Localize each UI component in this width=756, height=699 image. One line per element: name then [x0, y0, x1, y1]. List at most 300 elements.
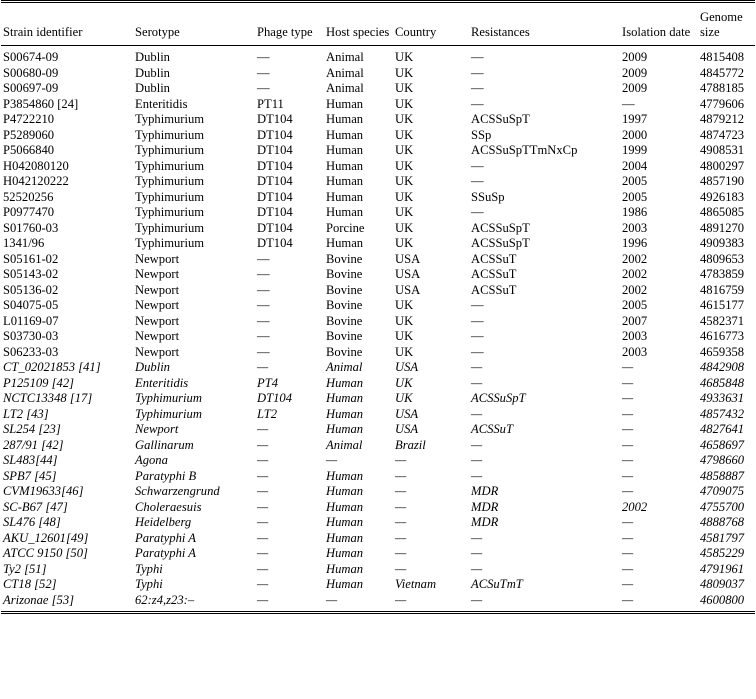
header-country: Country [395, 25, 437, 39]
cell-serotype: Gallinarum [135, 437, 194, 452]
cell-host-species: Human [326, 158, 364, 173]
cell-host-species: Animal [326, 437, 363, 452]
cell-host-species: Human [326, 143, 364, 157]
cell-genome-size: 4857190 [700, 174, 745, 188]
table-row [1, 112, 755, 128]
cell-host-species: Bovine [326, 267, 363, 281]
cell-serotype: Schwarzengrund [135, 484, 220, 498]
cell-country: UK [395, 112, 414, 126]
cell-phage-type: — [257, 437, 269, 452]
cell-country: — [395, 530, 407, 545]
table-row [1, 500, 755, 516]
cell-phage-type: DT104 [257, 236, 293, 250]
cell-strain-identifier: H042120222 [3, 174, 69, 188]
cell-isolation-date: — [622, 422, 634, 436]
cell-serotype: Dublin [135, 50, 170, 64]
cell-isolation-date: 2000 [622, 127, 648, 142]
cell-strain-identifier: AKU_12601[49] [3, 530, 89, 545]
cell-resistances: — [471, 313, 484, 328]
cell-country: UK [395, 220, 414, 235]
cell-serotype: Typhimurium [135, 205, 205, 219]
cell-resistances: — [471, 375, 483, 390]
table-row [1, 205, 755, 221]
cell-host-species: Human [326, 205, 364, 219]
cell-host-species: Animal [326, 81, 364, 95]
cell-isolation-date: 2009 [622, 50, 648, 64]
cell-host-species: Bovine [326, 251, 363, 266]
cell-country: USA [395, 251, 421, 266]
table-row [1, 484, 755, 500]
cell-country: UK [395, 298, 414, 312]
table-row [1, 298, 755, 314]
cell-resistances: — [471, 344, 484, 359]
cell-resistances: ACSSuT [471, 251, 517, 266]
cell-genome-size: 4783859 [700, 267, 745, 281]
cell-country: UK [395, 205, 414, 219]
cell-host-species: Human [326, 127, 364, 142]
cell-country: UK [395, 81, 414, 95]
table-row [1, 329, 755, 345]
cell-host-species: Human [326, 96, 364, 111]
cell-serotype: Typhi [135, 577, 163, 591]
cell-country: — [395, 515, 407, 529]
cell-country: UK [395, 329, 414, 343]
cell-phage-type: — [257, 313, 270, 328]
cell-serotype: Typhimurium [135, 174, 205, 188]
cell-strain-identifier: S05143-02 [3, 267, 59, 281]
cell-phage-type: — [257, 422, 269, 436]
cell-genome-size: 4888768 [700, 515, 745, 529]
cell-genome-size: 4815408 [700, 50, 745, 64]
cell-phage-type: DT104 [257, 205, 293, 219]
cell-resistances: — [471, 592, 483, 607]
cell-strain-identifier: Ty2 [51] [3, 561, 47, 576]
cell-strain-identifier: NCTC13348 [17] [3, 391, 93, 405]
cell-country: USA [395, 282, 421, 297]
cell-host-species: Human [326, 406, 364, 421]
cell-host-species: Human [326, 189, 364, 204]
cell-genome-size: 4659358 [700, 344, 745, 359]
cell-resistances: — [471, 561, 483, 576]
cell-strain-identifier: CVM19633[46] [3, 484, 84, 498]
cell-country: UK [395, 313, 414, 328]
cell-resistances: ACSSuSpT [471, 220, 530, 235]
table-row [1, 469, 755, 485]
cell-country: UK [395, 158, 414, 173]
cell-resistances: — [471, 158, 484, 173]
cell-phage-type: — [257, 267, 270, 281]
cell-genome-size: 4874723 [700, 127, 745, 142]
cell-phage-type: — [257, 484, 269, 498]
cell-resistances: — [471, 546, 483, 560]
cell-country: Brazil [395, 437, 426, 452]
cell-strain-identifier: P5289060 [3, 127, 55, 142]
cell-serotype: Typhimurium [135, 220, 205, 235]
cell-serotype: Paratyphi B [135, 468, 197, 483]
cell-isolation-date: 2009 [622, 65, 648, 80]
cell-host-species: Animal [326, 360, 363, 374]
table-body [1, 46, 755, 613]
cell-genome-size: 4845772 [700, 65, 745, 80]
cell-resistances: — [471, 81, 484, 95]
cell-phage-type: DT104 [257, 143, 293, 157]
cell-strain-identifier: 52520256 [3, 189, 54, 204]
cell-isolation-date: 1996 [622, 236, 648, 250]
cell-serotype: Newport [135, 344, 180, 359]
cell-phage-type: — [257, 499, 269, 514]
cell-strain-identifier: Arizonae [53] [3, 592, 75, 607]
cell-isolation-date: — [622, 515, 634, 529]
cell-resistances: — [471, 468, 483, 483]
cell-phage-type: — [257, 453, 269, 467]
cell-strain-identifier: P125109 [42] [3, 375, 75, 390]
cell-country: UK [395, 127, 414, 142]
cell-host-species: Bovine [326, 298, 363, 312]
cell-strain-identifier: CT18 [52] [3, 577, 57, 591]
cell-serotype: Typhimurium [135, 406, 202, 421]
cell-country: — [395, 561, 407, 576]
cell-isolation-date: 2002 [622, 282, 648, 297]
cell-serotype: Typhimurium [135, 391, 202, 405]
cell-isolation-date: — [622, 360, 634, 374]
cell-strain-identifier: P4722210 [3, 112, 55, 126]
cell-resistances: — [471, 65, 484, 80]
cell-genome-size: 4779606 [700, 96, 745, 111]
table-row [1, 562, 755, 578]
cell-host-species: Human [326, 546, 364, 560]
cell-isolation-date: 2007 [622, 313, 648, 328]
cell-host-species: Human [326, 499, 364, 514]
cell-genome-size: 4585229 [700, 546, 745, 560]
cell-phage-type: — [257, 577, 269, 591]
cell-serotype: Typhimurium [135, 143, 205, 157]
header-serotype: Serotype [135, 25, 180, 39]
cell-genome-size: 4865085 [700, 205, 745, 219]
cell-isolation-date: 2003 [622, 344, 648, 359]
cell-country: UK [395, 96, 414, 111]
cell-host-species: Bovine [326, 329, 363, 343]
table-row [1, 360, 755, 376]
cell-strain-identifier: SPB7 [45] [3, 468, 57, 483]
cell-serotype: Typhimurium [135, 112, 205, 126]
cell-strain-identifier: P5066840 [3, 143, 55, 157]
cell-resistances: — [471, 360, 483, 374]
table-row [1, 283, 755, 299]
cell-host-species: — [326, 453, 338, 467]
table-row [1, 577, 755, 593]
cell-resistances: ACSSuT [471, 422, 513, 436]
table-row [1, 97, 755, 113]
cell-resistances: — [471, 96, 484, 111]
cell-isolation-date: 2005 [622, 298, 648, 312]
cell-host-species: Human [326, 530, 364, 545]
cell-phage-type: DT104 [257, 174, 293, 188]
cell-serotype: Choleraesuis [135, 499, 202, 514]
cell-phage-type: DT104 [257, 220, 293, 235]
cell-phage-type: — [257, 360, 269, 374]
cell-phage-type: — [257, 50, 270, 64]
table-row [1, 391, 755, 407]
table-row [1, 128, 755, 144]
cell-isolation-date: 2003 [622, 329, 648, 343]
cell-genome-size: 4926183 [700, 189, 745, 204]
cell-isolation-date: 2002 [622, 499, 648, 514]
cell-host-species: Human [326, 484, 364, 498]
cell-country: — [395, 453, 407, 467]
cell-country: UK [395, 189, 414, 204]
cell-host-species: Human [326, 561, 364, 576]
cell-genome-size: 4891270 [700, 220, 745, 235]
cell-strain-identifier: 1341/96 [3, 236, 45, 250]
cell-genome-size: 4581797 [700, 530, 745, 545]
cell-genome-size: 4658697 [700, 437, 745, 452]
table-row [1, 376, 755, 392]
cell-phage-type: DT104 [257, 189, 293, 204]
cell-strain-identifier: S05161-02 [3, 251, 59, 266]
cell-resistances: MDR [471, 499, 499, 514]
cell-isolation-date: 2004 [622, 158, 648, 173]
table-header-row [1, 2, 755, 46]
cell-resistances: — [471, 329, 484, 343]
header-strain-identifier: Strain identifier [3, 25, 83, 39]
cell-isolation-date: — [622, 453, 634, 467]
cell-resistances: ACSuTmT [471, 577, 523, 591]
cell-host-species: Human [326, 515, 364, 529]
cell-country: UK [395, 344, 414, 359]
cell-resistances: ACSSuSpT [471, 112, 530, 126]
cell-serotype: Paratyphi A [135, 530, 196, 545]
cell-country: UK [395, 375, 413, 390]
cell-serotype: Newport [135, 282, 180, 297]
cell-host-species: Bovine [326, 344, 363, 359]
cell-phage-type: DT104 [257, 112, 293, 126]
cell-serotype: Heidelberg [135, 515, 192, 529]
cell-host-species: Porcine [326, 220, 365, 235]
cell-genome-size: 4908531 [700, 143, 745, 157]
cell-phage-type: — [257, 546, 269, 560]
cell-serotype: Typhimurium [135, 158, 205, 173]
table-row [1, 143, 755, 159]
cell-country: USA [395, 267, 421, 281]
cell-isolation-date: 2005 [622, 174, 648, 188]
cell-phage-type: LT2 [257, 406, 278, 421]
cell-strain-identifier: S04075-05 [3, 298, 59, 312]
cell-host-species: Animal [326, 65, 364, 80]
cell-genome-size: 4858887 [700, 468, 745, 483]
header-isolation-date: Isolation date [622, 25, 691, 39]
table-row [1, 593, 755, 613]
header-resistances: Resistances [471, 25, 530, 39]
table-row [1, 345, 755, 361]
cell-host-species: Human [326, 236, 364, 250]
cell-serotype: 62:z4,z23:– [135, 592, 195, 607]
cell-resistances: — [471, 50, 484, 64]
cell-resistances: — [471, 205, 484, 219]
cell-serotype: Dublin [135, 81, 170, 95]
cell-phage-type: DT104 [257, 127, 293, 142]
cell-isolation-date: — [622, 468, 634, 483]
cell-genome-size: 4600800 [700, 592, 745, 607]
cell-strain-identifier: LT2 [43] [3, 406, 49, 421]
cell-resistances: — [471, 530, 483, 545]
table-row [1, 407, 755, 423]
cell-resistances: — [471, 406, 483, 421]
cell-genome-size: 4788185 [700, 81, 745, 95]
cell-resistances: ACSSuSpT [471, 236, 530, 250]
table-row [1, 236, 755, 252]
cell-genome-size: 4909383 [700, 236, 745, 250]
cell-genome-size: 4791961 [700, 561, 745, 576]
table-row [1, 453, 755, 469]
cell-country: Vietnam [395, 577, 437, 591]
cell-serotype: Newport [135, 298, 180, 312]
cell-phage-type: — [257, 592, 269, 607]
cell-phage-type: PT4 [257, 375, 278, 390]
cell-resistances: — [471, 437, 483, 452]
cell-resistances: ACSSuSpTTmNxCp [471, 143, 578, 157]
cell-phage-type: — [257, 81, 270, 95]
cell-genome-size: 4798660 [700, 453, 745, 467]
cell-strain-identifier: S00697-09 [3, 81, 59, 95]
cell-country: — [395, 484, 407, 498]
cell-isolation-date: 2002 [622, 251, 648, 266]
cell-serotype: Typhi [135, 561, 163, 576]
cell-isolation-date: — [622, 391, 634, 405]
cell-phage-type: — [257, 251, 270, 266]
cell-country: — [395, 592, 407, 607]
cell-strain-identifier: S00680-09 [3, 65, 59, 80]
cell-resistances: MDR [471, 484, 499, 498]
cell-genome-size: 4827641 [700, 422, 745, 436]
cell-strain-identifier: S06233-03 [3, 344, 59, 359]
cell-strain-identifier: CT_02021853 [41] [3, 360, 101, 374]
cell-host-species: Human [326, 375, 364, 390]
cell-isolation-date: 2003 [622, 220, 648, 235]
cell-isolation-date: — [622, 406, 634, 421]
cell-strain-identifier: P0977470 [3, 205, 55, 219]
cell-serotype: Enteritidis [135, 96, 188, 111]
cell-isolation-date: — [622, 577, 634, 591]
cell-phage-type: — [257, 344, 270, 359]
cell-serotype: Typhimurium [135, 236, 205, 250]
cell-resistances: SSp [471, 127, 492, 142]
cell-strain-identifier: ATCC 9150 [50] [3, 546, 88, 560]
cell-serotype: Newport [135, 329, 180, 343]
cell-genome-size: 4809037 [700, 577, 745, 591]
cell-resistances: MDR [471, 515, 499, 529]
cell-serotype: Newport [135, 267, 180, 281]
cell-country: UK [395, 391, 413, 405]
cell-phage-type: PT11 [257, 96, 284, 111]
cell-isolation-date: — [622, 96, 635, 111]
cell-serotype: Dublin [135, 65, 170, 80]
cell-host-species: Human [326, 422, 364, 436]
cell-genome-size: 4809653 [700, 251, 745, 266]
cell-isolation-date: 2005 [622, 189, 648, 204]
cell-genome-size: 4755700 [700, 499, 745, 514]
table-row [1, 515, 755, 531]
cell-strain-identifier: H042080120 [3, 158, 69, 173]
cell-genome-size: 4879212 [700, 112, 745, 126]
cell-genome-size: 4816759 [700, 282, 745, 297]
cell-country: UK [395, 236, 414, 250]
table-row [1, 159, 755, 175]
cell-isolation-date: — [622, 437, 634, 452]
cell-host-species: Human [326, 468, 364, 483]
cell-country: UK [395, 174, 414, 188]
strain-table [1, 0, 755, 614]
table-row [1, 221, 755, 237]
table-row [1, 438, 755, 454]
cell-phage-type: — [257, 65, 270, 80]
cell-genome-size: 4933631 [700, 391, 745, 405]
header-genome-size: Genome size [700, 10, 743, 39]
table-row [1, 546, 755, 562]
cell-isolation-date: — [622, 592, 634, 607]
cell-host-species: Bovine [326, 313, 363, 328]
cell-country: USA [395, 406, 419, 421]
header-phage-type: Phage type [257, 25, 313, 39]
table-row [1, 174, 755, 190]
cell-strain-identifier: SL254 [23] [3, 422, 61, 436]
cell-phage-type: — [257, 468, 269, 483]
cell-isolation-date: 2002 [622, 267, 648, 281]
table-row [1, 422, 755, 438]
cell-host-species: Human [326, 391, 364, 405]
cell-phage-type: — [257, 282, 270, 297]
cell-country: USA [395, 360, 419, 374]
cell-genome-size: 4582371 [700, 313, 745, 328]
table-row [1, 531, 755, 547]
table-row [1, 314, 755, 330]
cell-isolation-date: — [622, 561, 634, 576]
header-host-species: Host species [326, 25, 390, 39]
table-row [1, 46, 755, 66]
cell-resistances: — [471, 174, 484, 188]
cell-isolation-date: — [622, 484, 634, 498]
cell-serotype: Dublin [135, 360, 170, 374]
cell-genome-size: 4615177 [700, 298, 745, 312]
cell-phage-type: — [257, 515, 269, 529]
cell-strain-identifier: S01760-03 [3, 220, 59, 235]
table-row [1, 190, 755, 206]
cell-isolation-date: 1986 [622, 205, 648, 219]
cell-genome-size: 4800297 [700, 158, 745, 173]
cell-isolation-date: — [622, 530, 634, 545]
cell-isolation-date: 1999 [622, 143, 648, 157]
cell-host-species: Bovine [326, 282, 363, 297]
cell-phage-type: — [257, 329, 270, 343]
cell-strain-identifier: SL483[44] [3, 453, 58, 467]
cell-strain-identifier: S00674-09 [3, 50, 59, 64]
cell-genome-size: 4857432 [700, 406, 745, 421]
cell-phage-type: DT104 [257, 158, 293, 173]
cell-country: UK [395, 50, 414, 64]
cell-phage-type: — [257, 561, 269, 576]
cell-strain-identifier: P3854860 [24] [3, 96, 79, 111]
cell-serotype: Typhimurium [135, 127, 205, 142]
cell-serotype: Enteritidis [135, 375, 189, 390]
cell-resistances: — [471, 453, 483, 467]
cell-isolation-date: — [622, 546, 634, 560]
table-row [1, 252, 755, 268]
cell-phage-type: DT104 [257, 391, 292, 405]
cell-resistances: ACSSuT [471, 282, 517, 297]
cell-strain-identifier: SC-B67 [47] [3, 499, 68, 514]
cell-strain-identifier: S03730-03 [3, 329, 59, 343]
table-row [1, 81, 755, 97]
cell-resistances: SSuSp [471, 189, 505, 204]
